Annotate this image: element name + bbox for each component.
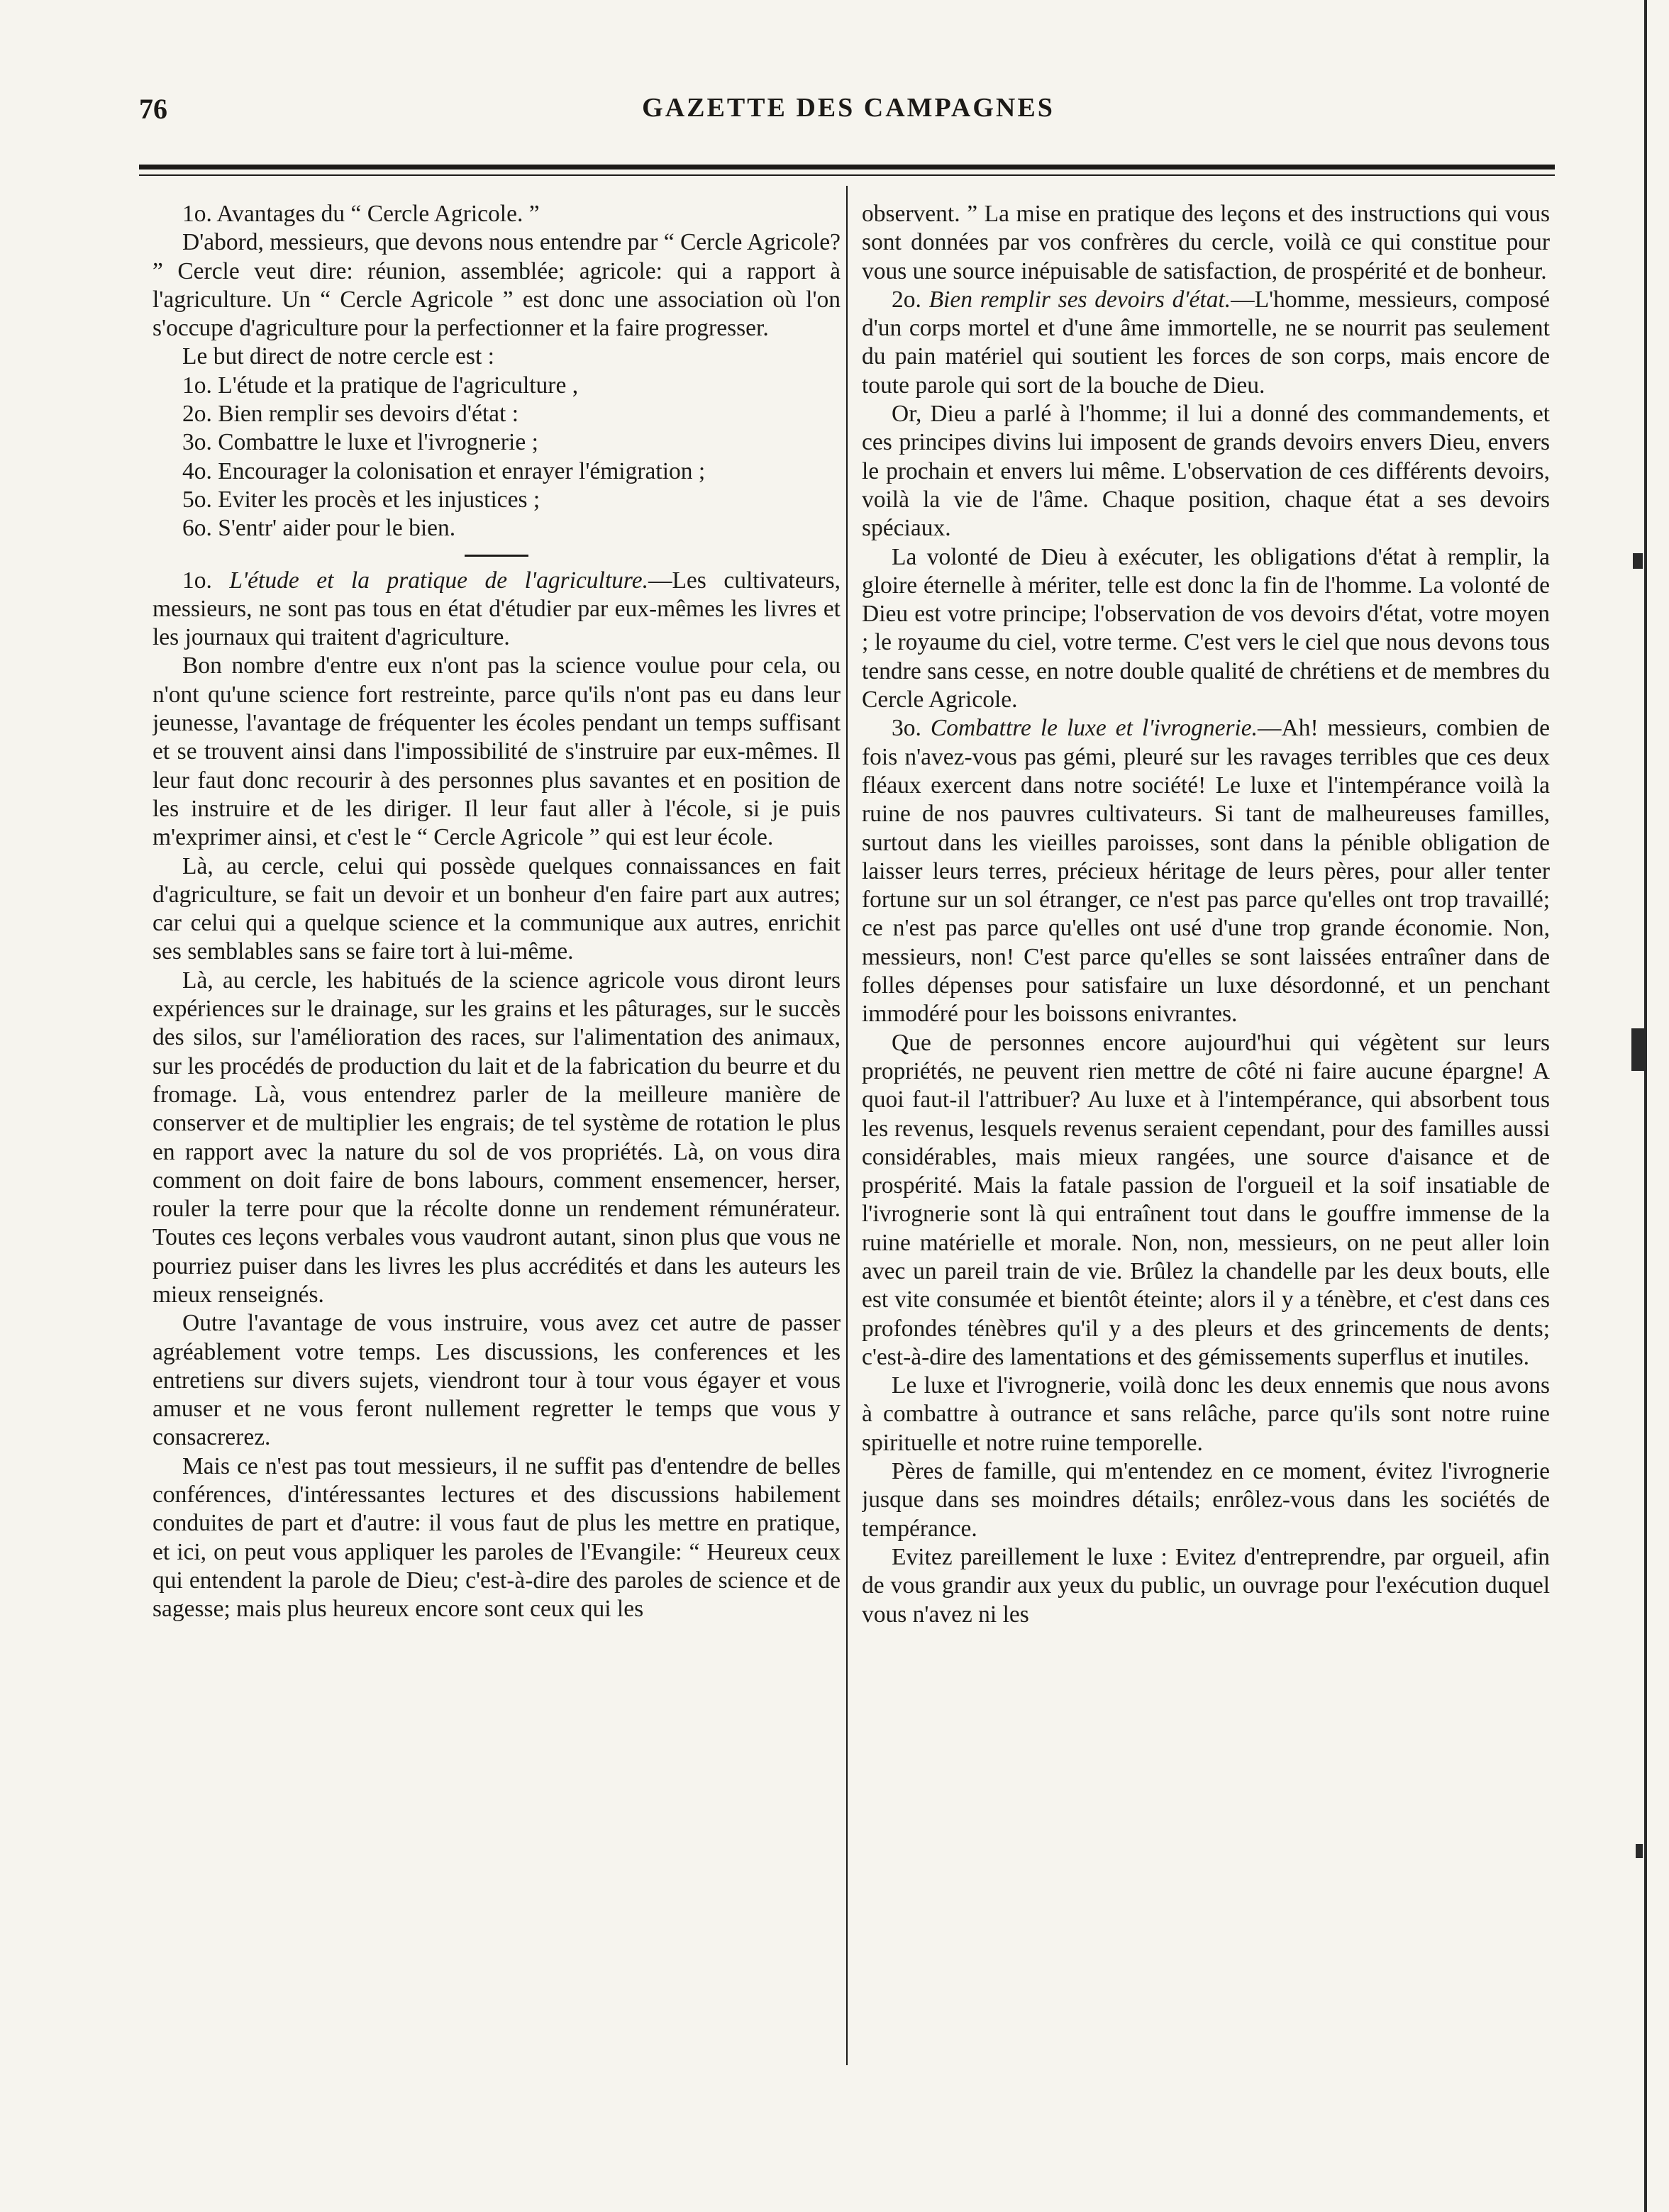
section-number: 2o. [892, 286, 929, 313]
paragraph-text: La volonté de Dieu à exécuter, les obligations d'état à remplir, la gloire éternelle à mériter, telle est donc la fin de l'homme. La volonté de Dieu est votre principe; l'observation de vos devoirs d'état, votre moyen ; le royaume du ciel, votre terme. C'est vers le ciel que nous devons tous tendre sans cesse, en notre double qualité de chrétiens et de membres du Cercle Agricole. [862, 543, 1550, 713]
paragraph [153, 652, 841, 852]
paragraph [153, 852, 841, 967]
paragraph [862, 286, 1550, 400]
list-item [153, 514, 841, 543]
paragraph-text: 4o. Encourager la colonisation et enrayer l'émigration ; [182, 457, 706, 484]
header-rule-thin [139, 174, 1555, 176]
paragraph [153, 967, 841, 1310]
paragraph [862, 714, 1550, 1028]
paragraph [153, 1452, 841, 1624]
paragraph-text: Que de personnes encore aujourd'hui qui végètent sur leurs propriétés, ne peuvent rien mettre de côté ni faire aucune épargne! A quoi faut-il l'attribuer? Au luxe et à l'intempérance, qui absorbent tous les revenus, lesquels revenus seraient cependant, pour des familles aussi considérables, mais mieux rangées, une source d'aisance et de prospérité. Mais la fatale passion de l'orgueil et la soif insatiable de l'ivrognerie sont là qui entraînent tout dans le gouffre immense de la ruine matérielle et morale. Non, non, messieurs, on ne peut aller loin avec un pareil train de vie. Brûlez la chandelle par les deux bouts, elle est vite consumée et bientôt éteinte; alors il y a ténèbre, et c'est dans ces profondes ténèbres qu'il y a des pleurs et des grincements de dents; c'est-à-dire des lamentations et des gémissements superflus et inutiles. [862, 1029, 1550, 1370]
binding-edge [1644, 0, 1647, 2212]
margin-mark [1636, 1844, 1643, 1858]
margin-mark [1633, 553, 1643, 569]
paragraph-text: Le luxe et l'ivrognerie, voilà donc les deux ennemis que nous avons à combattre à outrance et sans relâche, parce qu'ils sont notre ruine spirituelle et notre ruine temporelle. [862, 1372, 1550, 1456]
header-rule-thick [139, 165, 1555, 169]
paragraph [153, 343, 841, 371]
left-column [153, 200, 841, 2072]
section-heading: Combattre le luxe et l'ivrognerie. [930, 715, 1258, 742]
paragraph [862, 1543, 1550, 1629]
list-item [153, 372, 841, 400]
paragraph [862, 543, 1550, 715]
section-number: 1o. [182, 567, 230, 594]
paragraph-text: D'abord, messieurs, que devons nous entendre par “ Cercle Agricole? ” Cercle veut dire: réunion, assemblée; agricole: qui a rapport à l'agriculture. Un “ Cercle Agricole ” est donc une association où l'on s'occupe d'agriculture pour la perfectionner et la faire progresser. [153, 229, 841, 342]
paragraph [862, 1029, 1550, 1372]
paragraph [862, 200, 1550, 286]
section-separator [465, 555, 528, 557]
paragraph-text: Evitez pareillement le luxe : Evitez d'entreprendre, par orgueil, afin de vous grandir aux yeux du public, un ouvrage pour l'exécution duquel vous n'avez ni les [862, 1543, 1550, 1628]
margin-mark [1631, 1028, 1644, 1071]
paragraph-text: 1o. L'étude et la pratique de l'agriculture , [182, 372, 579, 399]
list-item [153, 400, 841, 428]
paragraph-text: —Ah! messieurs, combien de fois n'avez-vous pas gémi, pleuré sur les ravages terribles que ces deux fléaux exercent dans notre société! Le luxe et l'intempérance voilà la ruine de nos pauvres cultivateurs. Si tant de malheureuses familles, surtout dans les vieilles paroisses, sont dans la pénible obligation de laisser leurs terres, précieux héritage de leurs pères, pour aller tenter fortune sur un sol étranger, ce n'est pas parce qu'elles ont trop travaillé; ce n'est pas parce qu'elles ont usé d'une trop grande économie. Non, messieurs, non! C'est parce qu'elles se sont laissées entraîner dans de folles dépenses pour satisfaire un luxe désordonné, et un penchant immodéré pour les boissons enivrantes. [862, 715, 1550, 1028]
paragraph-text: 3o. Combattre le luxe et l'ivrognerie ; [182, 429, 538, 456]
right-column [862, 200, 1550, 2072]
paragraph [153, 1309, 841, 1452]
running-title: GAZETTE DES CAMPAGNES [642, 93, 1055, 123]
column-divider [846, 186, 848, 2065]
paragraph-text: Mais ce n'est pas tout messieurs, il ne suffit pas d'entendre de belles conférences, d'intéressantes lectures et des discussions habilement conduites de part et d'autre: il vous faut de plus les mettre en pratique, et ici, on peut vous appliquer les paroles de l'Evangile: “ Heureux ceux qui entendent la parole de Dieu; c'est-à-dire des paroles de science et de sagesse; mais plus heureux encore sont ceux qui les [153, 1452, 841, 1623]
section-heading: Bien remplir ses devoirs d'état. [928, 286, 1231, 313]
paragraph-text: —L'homme, messieurs, composé d'un corps mortel et d'une âme immortelle, ne se nourrit pas seulement du pain matériel qui soutient les forces de son corps, mais encore de toute parole qui sort de la bouche de Dieu. [862, 286, 1550, 399]
list-item [153, 457, 841, 486]
list-item [153, 428, 841, 457]
paragraph-text: Là, au cercle, celui qui possède quelques connaissances en fait d'agriculture, se fait un devoir et un bonheur d'en faire part aux autres; car celui qui a quelque science et la communique aux autres, enrichit ses semblables sans se faire tort à lui-même. [153, 852, 841, 965]
paragraph-text: 6o. S'entr' aider pour le bien. [182, 515, 456, 542]
paragraph-text: 5o. Eviter les procès et les injustices ; [182, 486, 540, 513]
page-number: 76 [139, 93, 167, 125]
paragraph [862, 1372, 1550, 1457]
paragraph-text: 1o. Avantages du “ Cercle Agricole. ” [182, 201, 540, 227]
paragraph [153, 567, 841, 652]
list-item [153, 486, 841, 514]
paragraph [862, 400, 1550, 543]
paragraph [862, 1457, 1550, 1543]
paragraph-text: Or, Dieu a parlé à l'homme; il lui a donné des commandements, et ces principes divins lui imposent de grands devoirs envers Dieu, envers le prochain et envers lui même. L'observation de ces différents devoirs, voilà la vie de l'âme. Chaque position, chaque état a ses devoirs spéciaux. [862, 401, 1550, 542]
paragraph-text: 2o. Bien remplir ses devoirs d'état : [182, 401, 519, 428]
paragraph-text: —Les cultivateurs, messieurs, ne sont pas tous en état d'étudier par eux-mêmes les livres et les journaux qui traitent d'agriculture. [153, 567, 841, 651]
list-item [153, 200, 841, 228]
paragraph-text: Le but direct de notre cercle est : [182, 343, 494, 370]
paragraph [153, 228, 841, 343]
paragraph-text: Pères de famille, qui m'entendez en ce moment, évitez l'ivrognerie jusque dans ses moindres détails; enrôlez-vous dans les sociétés de tempérance. [862, 1458, 1550, 1542]
section-number: 3o. [892, 715, 931, 742]
paragraph-text: Là, au cercle, les habitués de la science agricole vous diront leurs expériences sur le drainage, sur les grains et les pâturages, sur le succès des silos, sur l'amélioration des races, sur l'alimentation des animaux, sur les procédés de production du lait et de la fabrication du beurre et du fromage. Là, vous entendrez parler de la meilleure manière de conserver et de multiplier les engrais; de tel système de rotation le plus en rapport avec la nature du sol de vos propriétés. Là, on vous dira comment on doit faire de bons labours, comment ensemencer, herser, rouler la terre pour que la récolte donne un rendement rémunérateur. Toutes ces leçons verbales vous vaudront autant, sinon plus que vous ne pourriez puiser dans les livres les plus accrédités et dans les auteurs les mieux renseignés. [153, 967, 841, 1308]
paragraph-text: observent. ” La mise en pratique des leçons et des instructions qui vous sont données par vos confrères du cercle, voilà ce qui constitue pour vous une source inépuisable de satisfaction, de prospérité et de bonheur. [862, 201, 1550, 284]
paragraph-text: Bon nombre d'entre eux n'ont pas la science voulue pour cela, ou n'ont qu'une science fort restreinte, parce qu'ils n'ont pas eu dans leur jeunesse, l'avantage de fréquenter les écoles pendant un temps suffisant et se trouvent ainsi dans l'impossibilité de s'instruire par eux-mêmes. Il leur faut donc recourir à des personnes plus savantes et en position de les instruire et de les diriger. Il leur faut aller à l'école, si je puis m'exprimer ainsi, et c'est le “ Cercle Agricole ” qui est leur école. [153, 652, 841, 851]
page-header [139, 92, 1558, 135]
section-heading: L'étude et la pratique de l'agriculture. [229, 567, 648, 594]
paragraph-text: Outre l'avantage de vous instruire, vous avez cet autre de passer agréablement votre temps. Les discussions, les conferences et les entretiens sur divers sujets, viendront tour à tour vous égayer et vous amuser et ne vous feront nullement regretter le temps que vous y consacrerez. [153, 1310, 841, 1451]
